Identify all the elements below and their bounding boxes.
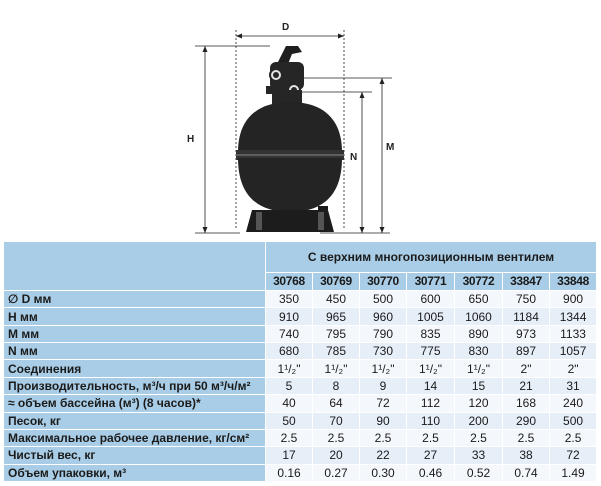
table-cell: 90 — [360, 412, 407, 429]
table-row — [4, 464, 597, 481]
table-cell: 64 — [313, 395, 360, 412]
model-number: 30772 — [455, 272, 503, 290]
model-number: 33848 — [550, 272, 597, 290]
table-cell: 795 — [313, 325, 360, 342]
table-cell: 0.27 — [313, 464, 360, 481]
table-cell: 1060 — [455, 308, 503, 325]
table-cell: 2.5 — [550, 429, 597, 446]
table-cell: 31 — [550, 377, 597, 394]
table-cell: 2.5 — [313, 429, 360, 446]
table-cell: 1344 — [550, 308, 597, 325]
table-cell: 0.52 — [455, 464, 503, 481]
row-label: N мм — [4, 343, 266, 360]
table-cell: 110 — [407, 412, 455, 429]
row-label: Песок, кг — [4, 412, 266, 429]
table-cell: 2.5 — [407, 429, 455, 446]
table-cell: 8 — [313, 377, 360, 394]
table-corner — [4, 242, 266, 291]
table-cell: 500 — [360, 291, 407, 308]
model-number: 33847 — [503, 272, 550, 290]
filter-tank — [236, 46, 344, 232]
table-row — [4, 412, 597, 429]
table-cell: 2" — [550, 360, 597, 377]
model-number: 30769 — [313, 272, 360, 290]
table-cell: 500 — [550, 412, 597, 429]
table-cell: 1057 — [550, 343, 597, 360]
table-cell: 910 — [266, 308, 313, 325]
table-row — [4, 447, 597, 464]
table-cell: 290 — [503, 412, 550, 429]
filter-drawing — [0, 0, 601, 240]
table-cell: 650 — [455, 291, 503, 308]
table-cell: 890 — [455, 325, 503, 342]
d-dimension-label: D — [282, 22, 290, 33]
row-label: Объем упаковки, м³ — [4, 464, 266, 481]
table-row — [4, 325, 597, 342]
row-label: Производительность, м³/ч при 50 м³/ч/м² — [4, 377, 266, 394]
table-cell: 450 — [313, 291, 360, 308]
table-title: С верхним многопозиционным вентилем — [266, 242, 597, 273]
table-cell: 27 — [407, 447, 455, 464]
table-cell: 1.49 — [550, 464, 597, 481]
table-title-row — [4, 242, 597, 273]
table-cell: 1133 — [550, 325, 597, 342]
m-dimension-label: M — [386, 142, 395, 153]
table-cell: 17 — [266, 447, 313, 464]
table-cell: 0.16 — [266, 464, 313, 481]
row-label: Чистый вес, кг — [4, 447, 266, 464]
table-cell: 168 — [503, 395, 550, 412]
table-cell: 2" — [503, 360, 550, 377]
table-cell: 900 — [550, 291, 597, 308]
table-cell: 15 — [455, 377, 503, 394]
table-cell: 0.46 — [407, 464, 455, 481]
table-cell: 680 — [266, 343, 313, 360]
row-label: ≈ объем бассейна (м³) (8 часов)* — [4, 395, 266, 412]
table-cell: 50 — [266, 412, 313, 429]
table-cell: 1005 — [407, 308, 455, 325]
table-cell: 835 — [407, 325, 455, 342]
table-cell: 5 — [266, 377, 313, 394]
table-cell: 2.5 — [360, 429, 407, 446]
table-cell: 973 — [503, 325, 550, 342]
table-cell: 775 — [407, 343, 455, 360]
table-cell: 112 — [407, 395, 455, 412]
table-cell: 750 — [503, 291, 550, 308]
table-cell: 38 — [503, 447, 550, 464]
table-cell: 2.5 — [503, 429, 550, 446]
model-number: 30770 — [360, 272, 407, 290]
table-cell: 740 — [266, 325, 313, 342]
specifications-table — [3, 241, 597, 482]
table-cell: 70 — [313, 412, 360, 429]
table-cell: 72 — [360, 395, 407, 412]
table-cell: 240 — [550, 395, 597, 412]
table-row — [4, 360, 597, 377]
table-cell: 72 — [550, 447, 597, 464]
table-cell: 350 — [266, 291, 313, 308]
table-cell: 897 — [503, 343, 550, 360]
table-cell: 21 — [503, 377, 550, 394]
table-cell: 730 — [360, 343, 407, 360]
row-label: H мм — [4, 308, 266, 325]
table-row — [4, 395, 597, 412]
table-cell: 790 — [360, 325, 407, 342]
row-label: Максимальное рабочее давление, кг/см² — [4, 429, 266, 446]
table-cell: 33 — [455, 447, 503, 464]
table-cell: 1¹/₂" — [407, 360, 455, 377]
table-cell: 785 — [313, 343, 360, 360]
n-dimension-label: N — [350, 152, 358, 163]
table-cell: 120 — [455, 395, 503, 412]
table-cell: 1184 — [503, 308, 550, 325]
table-row — [4, 377, 597, 394]
table-cell: 2.5 — [455, 429, 503, 446]
table-row — [4, 291, 597, 308]
table-cell: 14 — [407, 377, 455, 394]
table-cell: 2.5 — [266, 429, 313, 446]
row-label: M мм — [4, 325, 266, 342]
table-cell: 0.74 — [503, 464, 550, 481]
model-number: 30771 — [407, 272, 455, 290]
row-label: Соединения — [4, 360, 266, 377]
table-cell: 200 — [455, 412, 503, 429]
model-number: 30768 — [266, 272, 313, 290]
table-cell: 600 — [407, 291, 455, 308]
table-cell: 830 — [455, 343, 503, 360]
table-cell: 9 — [360, 377, 407, 394]
table-cell: 960 — [360, 308, 407, 325]
row-label: ∅ D мм — [4, 291, 266, 308]
table-cell: 40 — [266, 395, 313, 412]
table-cell: 1¹/₂" — [313, 360, 360, 377]
h-dimension-label: H — [187, 134, 195, 145]
table-cell: 0.30 — [360, 464, 407, 481]
table-cell: 1¹/₂" — [455, 360, 503, 377]
table-row — [4, 343, 597, 360]
table-row — [4, 429, 597, 446]
table-cell: 1¹/₂" — [360, 360, 407, 377]
table-cell: 1¹/₂" — [266, 360, 313, 377]
table-row — [4, 308, 597, 325]
table-cell: 22 — [360, 447, 407, 464]
table-cell: 20 — [313, 447, 360, 464]
table-cell: 965 — [313, 308, 360, 325]
